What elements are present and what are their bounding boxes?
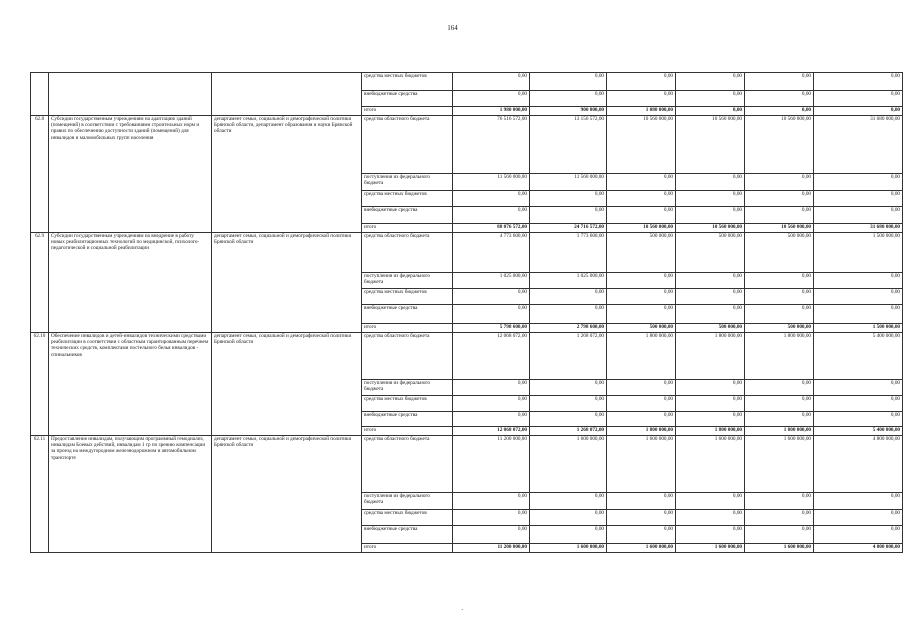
amount-cell: 88 076 572,00 <box>453 224 530 233</box>
amount-cell: 5 400 000,00 <box>814 427 903 436</box>
amount-cell: 10 560 000,00 <box>607 116 676 174</box>
amount-cell: 0,00 <box>745 73 814 91</box>
funding-source-cell: средства областного бюджета <box>362 233 453 273</box>
amount-cell: 0,00 <box>814 107 903 116</box>
amount-cell: 0,00 <box>745 207 814 224</box>
amount-cell: 11 560 000,00 <box>530 174 607 191</box>
amount-cell: 1 268 072,00 <box>530 333 607 380</box>
amount-cell: 0,00 <box>453 412 530 427</box>
amount-cell: 1 600 000,00 <box>676 436 745 493</box>
amount-cell: 0,00 <box>607 380 676 396</box>
amount-cell: 0,00 <box>607 412 676 427</box>
amount-cell: 13 156 572,00 <box>530 116 607 174</box>
table-row <box>31 116 903 174</box>
amount-cell: 0,00 <box>530 91 607 107</box>
amount-cell: 0,00 <box>745 273 814 289</box>
item-number-cell: 62.9 <box>31 233 49 333</box>
amount-cell: 31 680 000,00 <box>814 116 903 174</box>
amount-cell: 11 200 000,00 <box>453 436 530 493</box>
amount-cell: 0,00 <box>607 207 676 224</box>
amount-cell: 0,00 <box>814 510 903 526</box>
amount-cell: 0,00 <box>607 510 676 526</box>
amount-cell: 1 500 000,00 <box>814 324 903 333</box>
funding-source-cell: внебюджетные средства <box>362 305 453 324</box>
amount-cell: 1 080 000,00 <box>607 107 676 116</box>
amount-cell: 0,00 <box>676 191 745 207</box>
amount-cell: 0,00 <box>453 380 530 396</box>
amount-cell: 0,00 <box>814 396 903 412</box>
amount-cell: 0,00 <box>745 380 814 396</box>
amount-cell: 0,00 <box>453 289 530 305</box>
amount-cell: 31 680 000,00 <box>814 224 903 233</box>
amount-cell: 1 800 000,00 <box>676 427 745 436</box>
amount-cell: 0,00 <box>607 396 676 412</box>
amount-cell: 0,00 <box>814 91 903 107</box>
funding-source-cell: внебюджетные средства <box>362 91 453 107</box>
funding-source-cell: итого <box>362 107 453 116</box>
amount-cell: 1 025 000,00 <box>453 273 530 289</box>
amount-cell: 0,00 <box>453 91 530 107</box>
amount-cell: 0,00 <box>814 289 903 305</box>
amount-cell: 1 800 000,00 <box>607 333 676 380</box>
amount-cell: 0,00 <box>530 526 607 544</box>
amount-cell: 12 068 072,00 <box>453 333 530 380</box>
amount-cell: 0,00 <box>453 305 530 324</box>
amount-cell: 0,00 <box>676 289 745 305</box>
amount-cell: 0,00 <box>530 73 607 91</box>
funding-source-cell: итого <box>362 427 453 436</box>
funding-source-cell: итого <box>362 544 453 553</box>
amount-cell: 0,00 <box>607 493 676 510</box>
amount-cell: 1 600 000,00 <box>607 436 676 493</box>
amount-cell: 4 773 600,00 <box>453 233 530 273</box>
amount-cell: 1 600 000,00 <box>745 436 814 493</box>
measure-name-cell: Субсидии государственным учреждениям на внедрение в работу новых реабилитационных технологий по медицинской, психолого-педагогической и социальной реабилитации <box>49 233 212 333</box>
amount-cell: 1 600 000,00 <box>745 544 814 553</box>
amount-cell: 0,00 <box>814 493 903 510</box>
amount-cell: 0,00 <box>745 493 814 510</box>
funding-source-cell: средства местных бюджетов <box>362 191 453 207</box>
amount-cell: 0,00 <box>607 174 676 191</box>
amount-cell: 0,00 <box>814 273 903 289</box>
amount-cell: 10 560 000,00 <box>676 116 745 174</box>
amount-cell: 0,00 <box>676 273 745 289</box>
amount-cell: 500 000,00 <box>607 324 676 333</box>
amount-cell: 0,00 <box>530 305 607 324</box>
amount-cell: 24 716 572,00 <box>530 224 607 233</box>
funding-source-cell: средства областного бюджета <box>362 436 453 493</box>
amount-cell: 5 400 000,00 <box>814 333 903 380</box>
amount-cell: 0,00 <box>814 380 903 396</box>
amount-cell: 5 798 600,00 <box>453 324 530 333</box>
amount-cell: 0,00 <box>745 191 814 207</box>
amount-cell: 11 560 000,00 <box>453 174 530 191</box>
amount-cell: 0,00 <box>676 412 745 427</box>
amount-cell: 1 500 000,00 <box>814 233 903 273</box>
amount-cell: 10 560 000,00 <box>676 224 745 233</box>
amount-cell: 10 560 000,00 <box>745 224 814 233</box>
amount-cell: 0,00 <box>745 107 814 116</box>
item-number-cell: 62.8 <box>31 116 49 233</box>
funding-source-cell: средства местных бюджетов <box>362 73 453 91</box>
amount-cell: 0,00 <box>607 191 676 207</box>
amount-cell: 0,00 <box>814 73 903 91</box>
amount-cell: 0,00 <box>607 273 676 289</box>
amount-cell: 10 560 000,00 <box>607 224 676 233</box>
amount-cell: 500 000,00 <box>607 233 676 273</box>
amount-cell: 0,00 <box>745 305 814 324</box>
amount-cell: 1 600 000,00 <box>530 544 607 553</box>
amount-cell: 1 773 600,00 <box>530 233 607 273</box>
amount-cell: 0,00 <box>676 380 745 396</box>
table-row <box>31 73 903 91</box>
amount-cell: 0,00 <box>530 396 607 412</box>
amount-cell: 0,00 <box>453 526 530 544</box>
funding-source-cell: итого <box>362 324 453 333</box>
amount-cell: 0,00 <box>453 396 530 412</box>
amount-cell: 0,00 <box>607 526 676 544</box>
funding-source-cell: внебюджетные средства <box>362 412 453 427</box>
amount-cell: 500 000,00 <box>676 233 745 273</box>
amount-cell: 4 800 000,00 <box>814 544 903 553</box>
executor-cell: департамент семьи, социальной и демографической политики Брянской области, департамент образования и науки Брянской области <box>212 116 362 233</box>
amount-cell: 0,00 <box>530 493 607 510</box>
funding-source-cell: средства областного бюджета <box>362 333 453 380</box>
item-number-cell: 62.11 <box>31 436 49 553</box>
amount-cell: 12 068 072,00 <box>453 427 530 436</box>
amount-cell: 0,00 <box>530 207 607 224</box>
amount-cell: 1 268 072,00 <box>530 427 607 436</box>
amount-cell: 0,00 <box>745 526 814 544</box>
amount-cell: 0,00 <box>676 526 745 544</box>
table-body <box>31 73 903 553</box>
amount-cell: 0,00 <box>453 493 530 510</box>
amount-cell: 0,00 <box>745 396 814 412</box>
executor-cell: департамент семьи, социальной и демографической политики Брянской области <box>212 436 362 553</box>
funding-source-cell: средства местных бюджетов <box>362 289 453 305</box>
amount-cell: 1 800 000,00 <box>745 333 814 380</box>
amount-cell: 1 025 000,00 <box>530 273 607 289</box>
amount-cell: 0,00 <box>676 207 745 224</box>
item-number-cell <box>31 73 49 116</box>
funding-source-cell: поступления из федерального бюджета <box>362 174 453 191</box>
amount-cell: 0,00 <box>676 73 745 91</box>
funding-source-cell: внебюджетные средства <box>362 526 453 544</box>
funding-source-cell: средства местных бюджетов <box>362 510 453 526</box>
amount-cell: 0,00 <box>745 174 814 191</box>
amount-cell: 0,00 <box>530 191 607 207</box>
amount-cell: 0,00 <box>676 91 745 107</box>
amount-cell: 0,00 <box>676 174 745 191</box>
amount-cell: 0,00 <box>676 396 745 412</box>
amount-cell: 0,00 <box>745 91 814 107</box>
amount-cell: 0,00 <box>607 73 676 91</box>
amount-cell: 1 800 000,00 <box>745 427 814 436</box>
amount-cell: 0,00 <box>814 191 903 207</box>
amount-cell: 76 516 572,00 <box>453 116 530 174</box>
amount-cell: 0,00 <box>814 526 903 544</box>
amount-cell: 0,00 <box>814 207 903 224</box>
amount-cell: 0,00 <box>745 510 814 526</box>
measure-name-cell <box>49 73 212 116</box>
table-row <box>31 333 903 380</box>
amount-cell: 0,00 <box>453 207 530 224</box>
measure-name-cell: Обеспечение инвалидов и детей-инвалидов техническими средствами реабилитации в соответствии с областным гарантированным перечнем технических средств, комплектами постельного белья инвалидов - спинальников <box>49 333 212 436</box>
table-row <box>31 233 903 273</box>
amount-cell: 0,00 <box>607 289 676 305</box>
footer-mark: · <box>461 606 464 614</box>
amount-cell: 0,00 <box>453 510 530 526</box>
amount-cell: 0,00 <box>530 412 607 427</box>
funding-source-cell: итого <box>362 224 453 233</box>
table-row <box>31 436 903 493</box>
amount-cell: 0,00 <box>676 510 745 526</box>
amount-cell: 500 000,00 <box>745 233 814 273</box>
amount-cell: 4 800 000,00 <box>814 436 903 493</box>
amount-cell: 0,00 <box>745 289 814 305</box>
amount-cell: 0,00 <box>530 510 607 526</box>
item-number-cell: 62.10 <box>31 333 49 436</box>
funding-source-cell: поступления из федерального бюджета <box>362 493 453 510</box>
executor-cell: департамент семьи, социальной и демографической политики Брянской области <box>212 233 362 333</box>
amount-cell: 1 800 000,00 <box>676 333 745 380</box>
page-number: 164 <box>447 24 458 32</box>
amount-cell: 0,00 <box>676 493 745 510</box>
amount-cell: 0,00 <box>530 380 607 396</box>
amount-cell: 0,00 <box>814 174 903 191</box>
amount-cell: 0,00 <box>814 305 903 324</box>
amount-cell: 0,00 <box>676 107 745 116</box>
funding-source-cell: внебюджетные средства <box>362 207 453 224</box>
amount-cell: 10 560 000,00 <box>745 116 814 174</box>
amount-cell: 0,00 <box>607 305 676 324</box>
funding-source-cell: поступления из федерального бюджета <box>362 273 453 289</box>
measure-name-cell: Субсидии государственным учреждениям на адаптацию зданий (помещений) в соответствии с требованиями строительных норм и правил по обеспечению доступности зданий (помещений) для инвалидов и маломобильных групп населения <box>49 116 212 233</box>
amount-cell: 1 600 000,00 <box>607 544 676 553</box>
amount-cell: 0,00 <box>607 91 676 107</box>
funding-source-cell: средства местных бюджетов <box>362 396 453 412</box>
amount-cell: 2 798 600,00 <box>530 324 607 333</box>
funding-source-cell: поступления из федерального бюджета <box>362 380 453 396</box>
amount-cell: 1 600 000,00 <box>530 436 607 493</box>
amount-cell: 900 000,00 <box>530 107 607 116</box>
amount-cell: 1 600 000,00 <box>676 544 745 553</box>
amount-cell: 0,00 <box>453 73 530 91</box>
amount-cell: 0,00 <box>814 412 903 427</box>
funding-source-cell: средства областного бюджета <box>362 116 453 174</box>
executor-cell: департамент семьи, социальной и демографической политики Брянской области <box>212 333 362 436</box>
amount-cell: 0,00 <box>453 191 530 207</box>
amount-cell: 0,00 <box>530 289 607 305</box>
budget-table <box>30 72 903 553</box>
measure-name-cell: Предоставление инвалидам, получающим программный гемодиализ, инвалидам Боевых действий, инвалидам 1 гр по зрению компенсации за проезд на междугородном железнодорожном и автомобильном транспорте <box>49 436 212 553</box>
amount-cell: 500 000,00 <box>676 324 745 333</box>
amount-cell: 11 200 000,00 <box>453 544 530 553</box>
amount-cell: 1 980 000,00 <box>453 107 530 116</box>
amount-cell: 500 000,00 <box>745 324 814 333</box>
amount-cell: 1 800 000,00 <box>607 427 676 436</box>
amount-cell: 0,00 <box>676 305 745 324</box>
amount-cell: 0,00 <box>745 412 814 427</box>
executor-cell <box>212 73 362 116</box>
